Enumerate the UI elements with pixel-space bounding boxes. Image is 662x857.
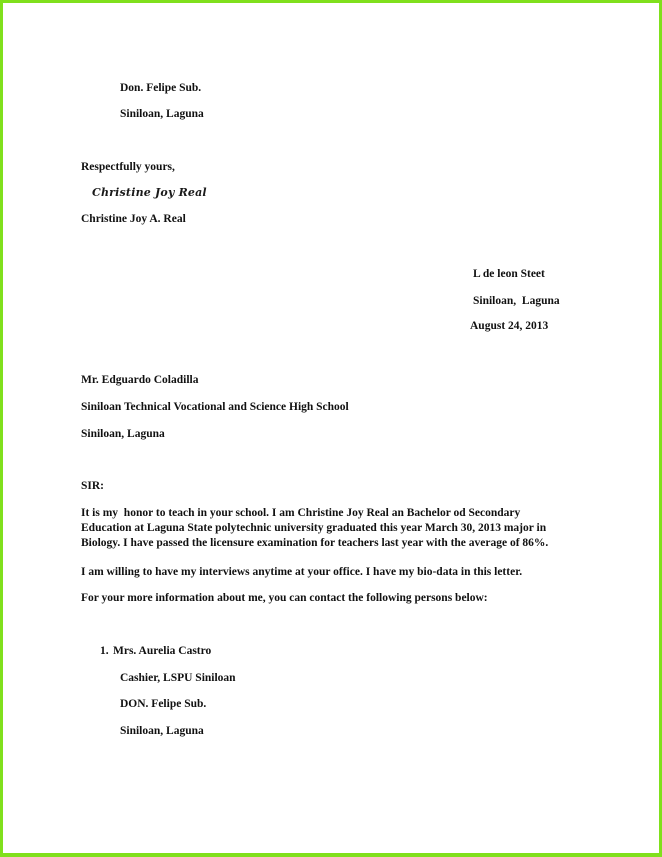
- body-paragraph-1: [81, 506, 551, 551]
- reference-position: Cashier, LSPU Siniloan: [120, 672, 236, 684]
- printed-name: Christine Joy A. Real: [81, 213, 186, 225]
- recipient-school: Siniloan Technical Vocational and Science High School: [81, 401, 349, 413]
- salutation: SIR:: [81, 480, 105, 492]
- reference-name: Mrs. Aurelia Castro: [113, 645, 212, 657]
- sender-city: Siniloan, Laguna: [473, 295, 560, 307]
- sender-street: L de leon Steet: [473, 268, 545, 280]
- body-paragraph-1-line: Education at Laguna State polytechnic university graduated this year March 30, 2013 major in: [81, 522, 547, 534]
- closing-address-line2: Siniloan, Laguna: [120, 108, 204, 120]
- signature: Christine Joy Real: [92, 186, 207, 199]
- letter-date: August 24, 2013: [470, 320, 549, 332]
- recipient-name: Mr. Edguardo Coladilla: [81, 374, 199, 386]
- closing-address-line1: Don. Felipe Sub.: [120, 82, 202, 94]
- reference-address-line2: Siniloan, Laguna: [120, 725, 204, 737]
- recipient-city: Siniloan, Laguna: [81, 428, 165, 440]
- closing-phrase: Respectfully yours,: [81, 161, 175, 173]
- reference-address-line1: DON. Felipe Sub.: [120, 698, 207, 710]
- body-paragraph-2: I am willing to have my interviews anytime at your office. I have my bio-data in this letter.: [81, 566, 523, 578]
- body-paragraph-1-line: Biology. I have passed the licensure examination for teachers last year with the average of 86%.: [81, 537, 549, 549]
- reference-number: 1.: [100, 645, 109, 657]
- body-paragraph-1-line: It is my honor to teach in your school. I am Christine Joy Real an Bachelor od Secondary: [81, 507, 521, 519]
- body-paragraph-3: For your more information about me, you can contact the following persons below:: [81, 592, 488, 604]
